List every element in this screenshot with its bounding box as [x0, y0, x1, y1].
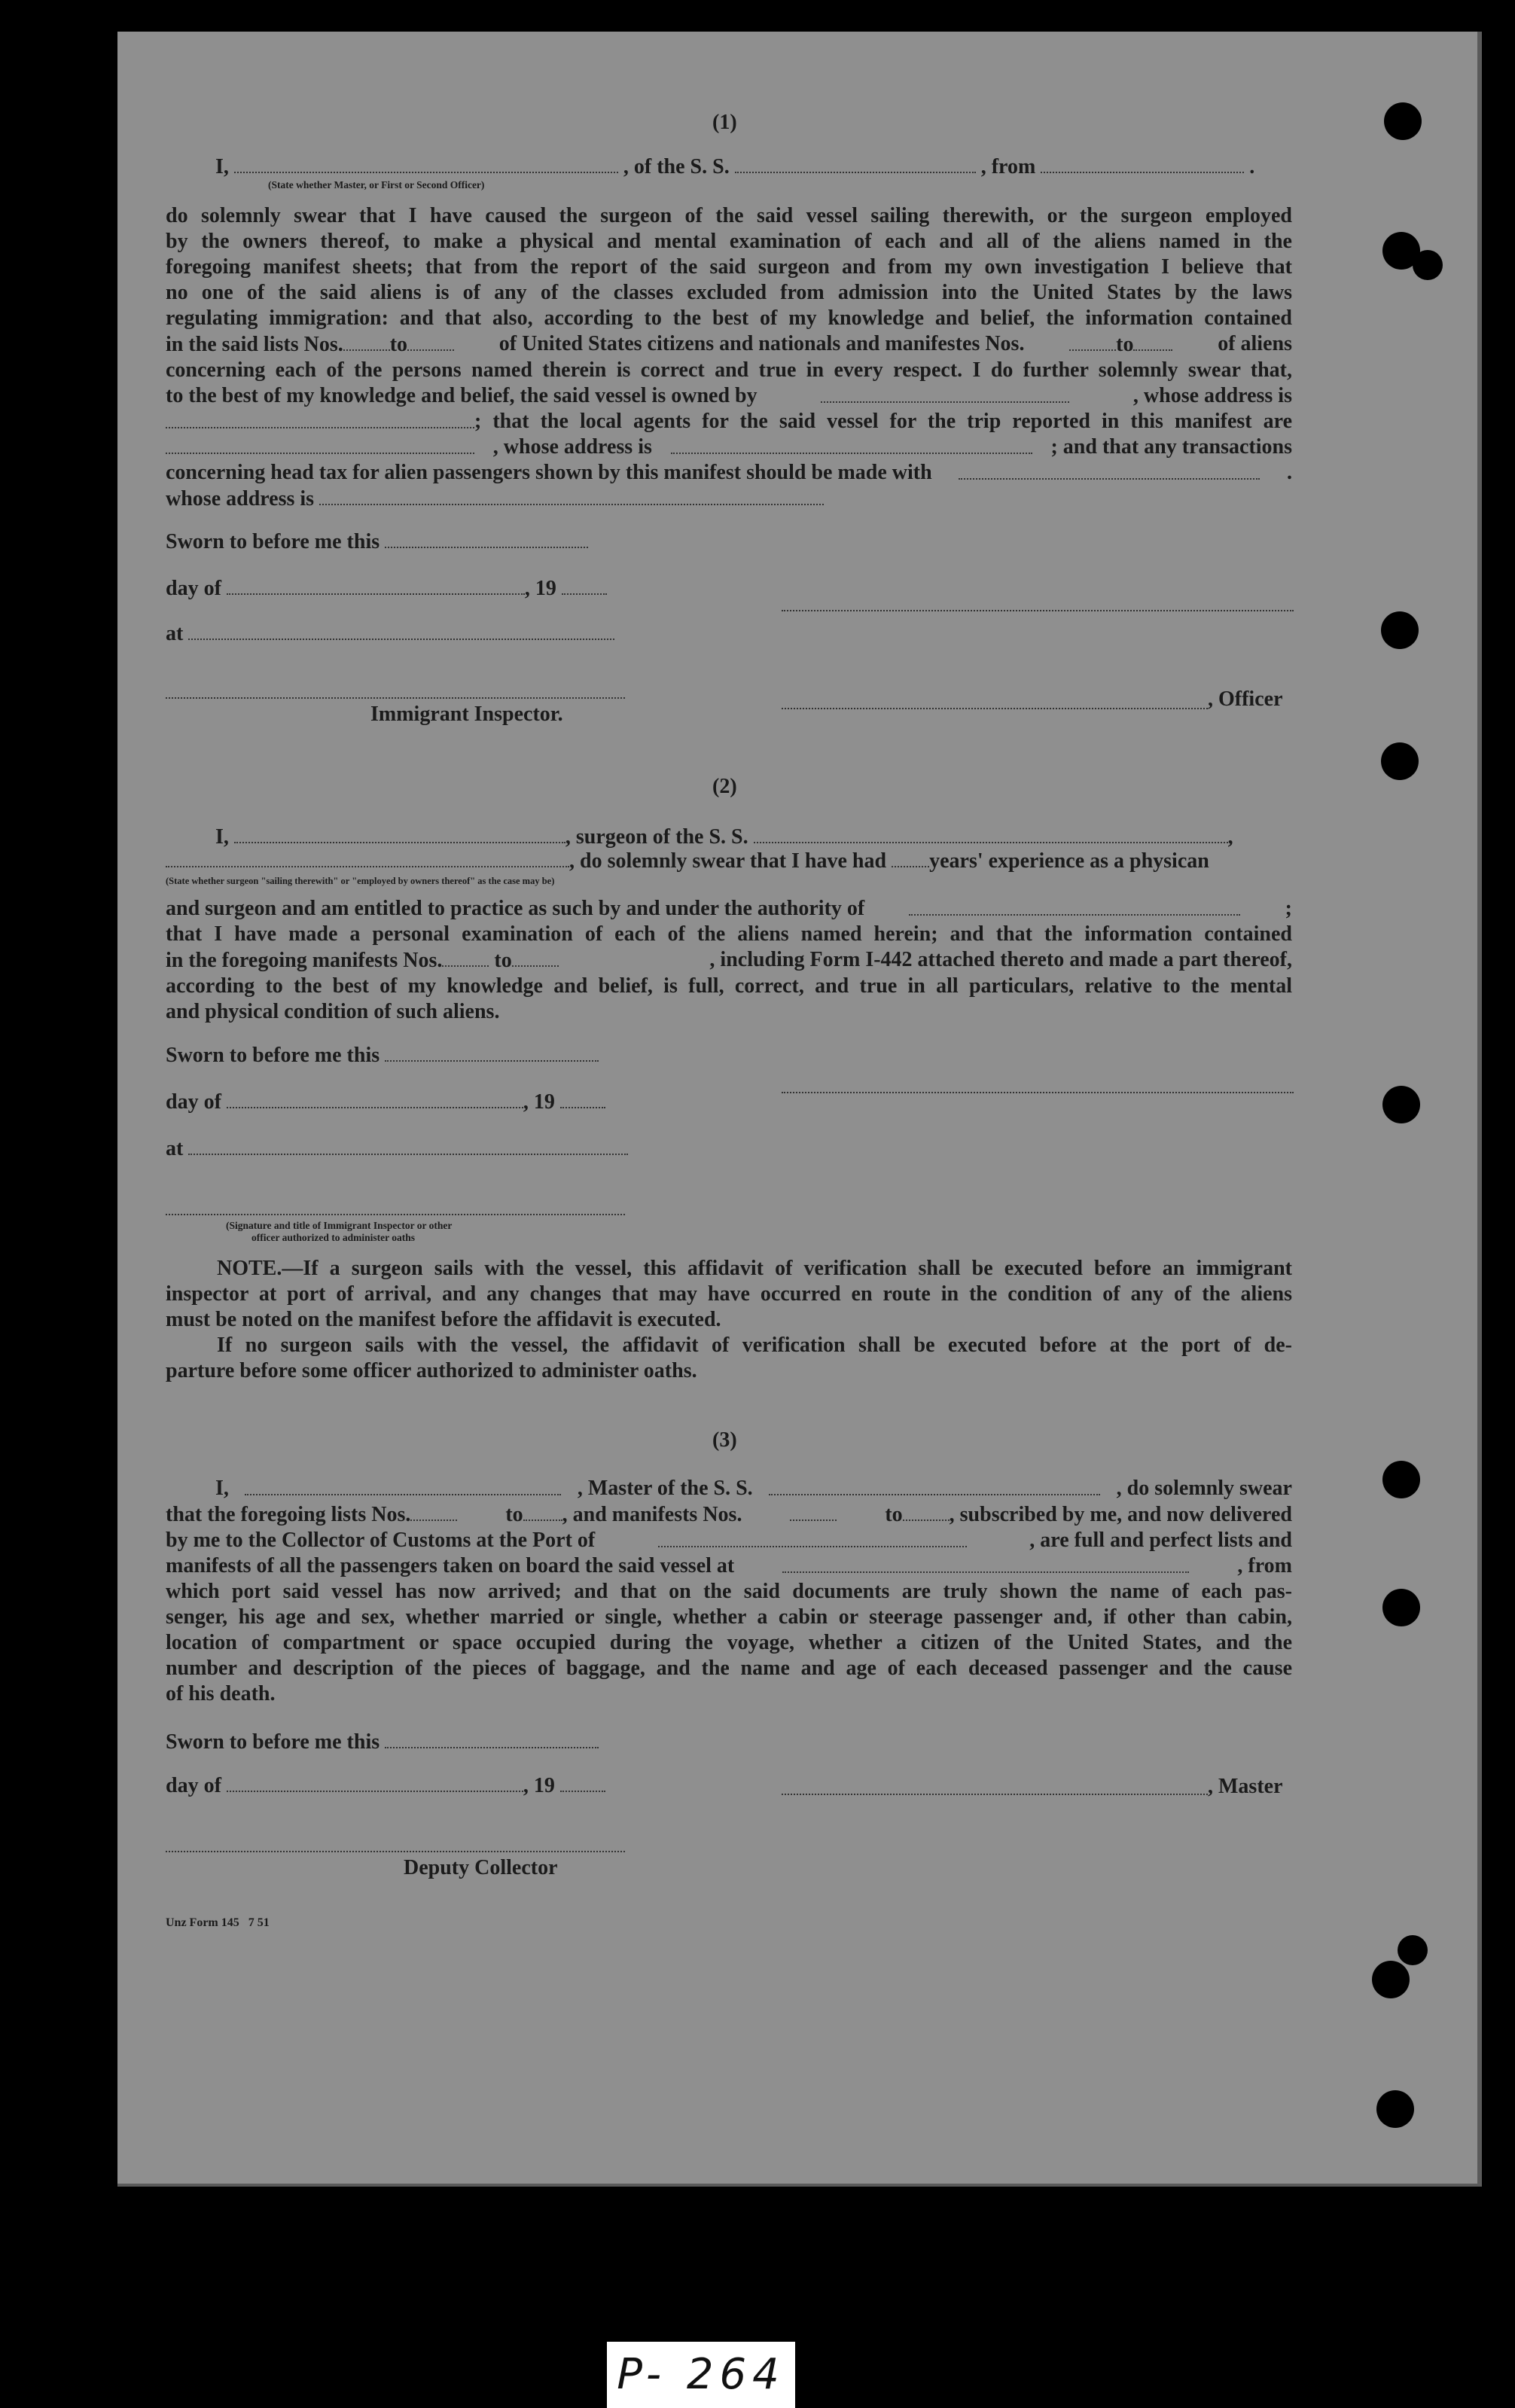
s2-line-1: I, , surgeon of the S. S. ,: [215, 825, 1233, 849]
s1-text-line: ; that the local agents for the said vessel for the trip reported in this manifest are: [166, 409, 1292, 434]
s2-sworn-row: Sworn to before me this: [166, 1042, 599, 1068]
s1-text-line: by the owners thereof, to make a physical and mental examination of each and all of the aliens named in the: [166, 230, 1292, 253]
s3-text-line: I, , Master of the S. S. , do solemnly swear: [215, 1477, 1292, 1500]
punch-hole: [1382, 1461, 1420, 1498]
s2-vessel-name-field[interactable]: [754, 824, 1228, 843]
s1-lists-label: in the said lists Nos.: [166, 333, 343, 356]
s1-lists-from-field[interactable]: [343, 331, 390, 351]
s1-text-line: , whose address is ; and that any transactions: [166, 434, 1292, 460]
punch-hole: [1381, 611, 1419, 649]
s2-text-line: and physical condition of such aliens.: [166, 1000, 500, 1023]
s1-from-label: , from: [980, 155, 1036, 178]
s2-text-line: in the foregoing manifests Nos. to , including Form I-442 attached thereto and made a part thereof,: [166, 948, 1292, 972]
s2-text-line: and surgeon and am entitled to practice as such by and under the authority of ;: [166, 897, 1292, 920]
s2-text-line: according to the best of my knowledge and belief, is full, correct, and true in all particulars, relative to the mental: [166, 974, 1292, 998]
s1-text-line: do solemnly swear that I have caused the surgeon of the said vessel sailing therewith, or the surgeon employed: [166, 204, 1292, 227]
s1-text-line: no one of the said aliens is of any of the classes excluded from admission into the United States by the laws: [166, 281, 1292, 304]
s3-text-line: by me to the Collector of Customs at the Port of , are full and perfect lists and: [166, 1529, 1292, 1552]
s1-lists-to-field[interactable]: [407, 331, 454, 351]
punch-hole: [1372, 1961, 1410, 1998]
s1-line-1: I, , of the S. S. , from .: [215, 155, 1255, 178]
s2-at-row: at: [166, 1135, 628, 1162]
s2-month-field[interactable]: [227, 1089, 523, 1108]
s1-text-line: regulating immigration: and that also, according to the best of my knowledge and belief, the information contained: [166, 306, 1292, 330]
s1-i-label: I,: [215, 155, 229, 178]
s2-surgeon-name-field[interactable]: [234, 824, 565, 843]
s1-inspector-signature-line[interactable]: [166, 697, 625, 699]
s2-line-2: , do solemnly swear that I have had years' experience as a physican: [166, 848, 1209, 874]
s3-collector-signature-line[interactable]: [166, 1851, 625, 1852]
s2-signature-note-2: officer authorized to administer oaths: [251, 1232, 415, 1243]
s1-agents-address-field[interactable]: [671, 434, 1032, 454]
s1-text-line: in the said lists Nos. to of United States citizens and nationals and manifestes Nos. to of aliens: [166, 332, 1292, 356]
s2-surgeon-note: (State whether surgeon "sailing therewith" or "employed by owners thereof" as the case may be): [166, 876, 555, 886]
s1-at-row: at: [166, 620, 614, 647]
s1-sworn-day-field[interactable]: [385, 529, 588, 548]
s2-day-row: day of , 19: [166, 1089, 605, 1115]
s3-year-field[interactable]: [560, 1772, 605, 1792]
s3-text-line: manifests of all the passengers taken on board the said vessel at , from: [166, 1554, 1292, 1577]
s1-body: [166, 203, 1292, 512]
s1-text-line: foregoing manifest sheets; that from the report of the said surgeon and from my own investigation I believe that: [166, 255, 1292, 279]
s1-place-field[interactable]: [188, 620, 614, 640]
note-line: must be noted on the manifest before the affidavit is executed.: [166, 1308, 721, 1331]
s1-inspector-label: Immigrant Inspector.: [370, 703, 563, 726]
s3-text-line: which port said vessel has now arrived; and that on the said documents are truly shown the name of each pas-: [166, 1580, 1292, 1603]
s2-signature-note-1: (Signature and title of Immigrant Inspector or other: [226, 1220, 453, 1231]
s1-owner-field[interactable]: [821, 383, 1069, 403]
s2-text-line: that I have made a personal examination of each of the aliens named herein; and that the information contained: [166, 922, 1292, 946]
s1-master-signature-line[interactable]: [782, 610, 1294, 611]
s2-authority-field[interactable]: [909, 896, 1240, 916]
punch-hole: [1382, 1086, 1420, 1123]
note-line: parture before some officer authorized to administer oaths.: [166, 1359, 697, 1382]
s1-sworn-row: Sworn to before me this: [166, 529, 588, 555]
s3-sworn-day-field[interactable]: [385, 1729, 599, 1748]
punch-hole: [1398, 1935, 1428, 1965]
s3-text-line: that the foregoing lists Nos. to , and manifests Nos. to , subscribed by me, and now delivered: [166, 1503, 1292, 1526]
s1-head-tax-contact-field[interactable]: [959, 460, 1260, 480]
s3-port-field[interactable]: [658, 1528, 967, 1547]
section-3-number: (3): [712, 1428, 737, 1452]
s3-master-label: , Master: [1208, 1775, 1283, 1798]
note-line: NOTE.—If a surgeon sails with the vessel, this affidavit of verification shall be executed before an immigrant: [217, 1257, 1292, 1280]
s3-manifests-from-field[interactable]: [790, 1501, 837, 1521]
s1-day-row: day of , 19: [166, 575, 607, 602]
s1-officer-name-field[interactable]: [234, 154, 618, 173]
s1-manifests-to-field[interactable]: [1133, 331, 1172, 351]
punch-hole: [1382, 1589, 1420, 1626]
s3-master-name-field[interactable]: [245, 1476, 561, 1495]
s3-text-line: of his death.: [166, 1682, 276, 1705]
s3-body: [166, 1476, 1292, 1707]
s3-manifests-to-field[interactable]: [903, 1501, 950, 1521]
section-1-number: (1): [712, 111, 737, 134]
s2-year-field[interactable]: [560, 1089, 605, 1108]
s3-lists-from-field[interactable]: [410, 1501, 457, 1521]
section-2-number: (2): [712, 775, 737, 798]
s3-lists-to-field[interactable]: [523, 1501, 562, 1521]
s2-surgeon-type-field[interactable]: [166, 848, 569, 867]
s3-vessel-name-field[interactable]: [769, 1476, 1100, 1495]
s2-years-field[interactable]: [892, 848, 929, 867]
s1-officer-signature-line[interactable]: [782, 708, 1208, 709]
s1-text-line: to the best of my knowledge and belief, the said vessel is owned by , whose address is: [166, 384, 1292, 407]
s2-manifests-to-field[interactable]: [512, 947, 559, 967]
s1-text-line: concerning each of the persons named therein is correct and true in every respect. I do further solemnly swear that,: [166, 358, 1292, 382]
s1-vessel-name-field[interactable]: [735, 154, 976, 173]
s2-body: [166, 896, 1292, 1025]
s1-manifests-from-field[interactable]: [1069, 331, 1116, 351]
page-number-tag: P- 264: [607, 2342, 795, 2408]
s1-text-line: concerning head tax for alien passengers shown by this manifest should be made with .: [166, 461, 1292, 484]
form-id: Unz Form 145 7 51: [166, 1916, 270, 1929]
s1-role-note: (State whether Master, or First or Second Officer): [268, 179, 485, 191]
s1-month-field[interactable]: [227, 575, 525, 595]
s1-owner-address-field[interactable]: [166, 409, 474, 428]
s3-embark-port-field[interactable]: [782, 1553, 1189, 1573]
punch-hole: [1384, 102, 1422, 140]
s3-collector-label: Deputy Collector: [404, 1856, 558, 1879]
s3-month-field[interactable]: [227, 1772, 523, 1792]
s3-text-line: senger, his age and sex, whether married or single, whether a cabin or steerage passenger and, if other than cabin,: [166, 1605, 1292, 1629]
s1-officer-label: , Officer: [1208, 687, 1283, 711]
s2-manifests-from-field[interactable]: [442, 947, 489, 967]
note-block: [166, 1256, 1292, 1384]
s2-sworn-day-field[interactable]: [385, 1042, 599, 1062]
s1-year-field[interactable]: [562, 575, 607, 595]
s1-from-port-field[interactable]: [1041, 154, 1244, 173]
s1-of-ss-label: , of the S. S.: [623, 155, 730, 178]
s2-inspector-signature-line[interactable]: [166, 1214, 625, 1215]
s3-text-line: number and description of the pieces of baggage, and the name and age of each deceased passenger and the cause: [166, 1657, 1292, 1680]
s3-text-line: location of compartment or space occupied during the voyage, whether a citizen of the United States, and the: [166, 1631, 1292, 1654]
s2-place-field[interactable]: [188, 1135, 628, 1155]
s3-master-signature-line[interactable]: [782, 1794, 1208, 1795]
punch-hole: [1381, 742, 1419, 780]
note-line: If no surgeon sails with the vessel, the affidavit of verification shall be executed before at the port of de-: [217, 1334, 1292, 1357]
s2-surgeon-signature-line[interactable]: [782, 1092, 1294, 1093]
s1-agents-field[interactable]: [166, 434, 474, 454]
s1-contact-address-field[interactable]: [319, 486, 824, 505]
punch-hole: [1376, 2090, 1414, 2128]
s3-day-row: day of , 19: [166, 1772, 605, 1799]
form-page: [117, 32, 1482, 2187]
punch-hole: [1413, 250, 1443, 280]
s1-text-line: whose address is: [166, 486, 1292, 512]
s3-sworn-row: Sworn to before me this: [166, 1729, 599, 1755]
note-line: inspector at port of arrival, and any changes that may have occurred en route in the condition of any of the aliens: [166, 1282, 1292, 1306]
